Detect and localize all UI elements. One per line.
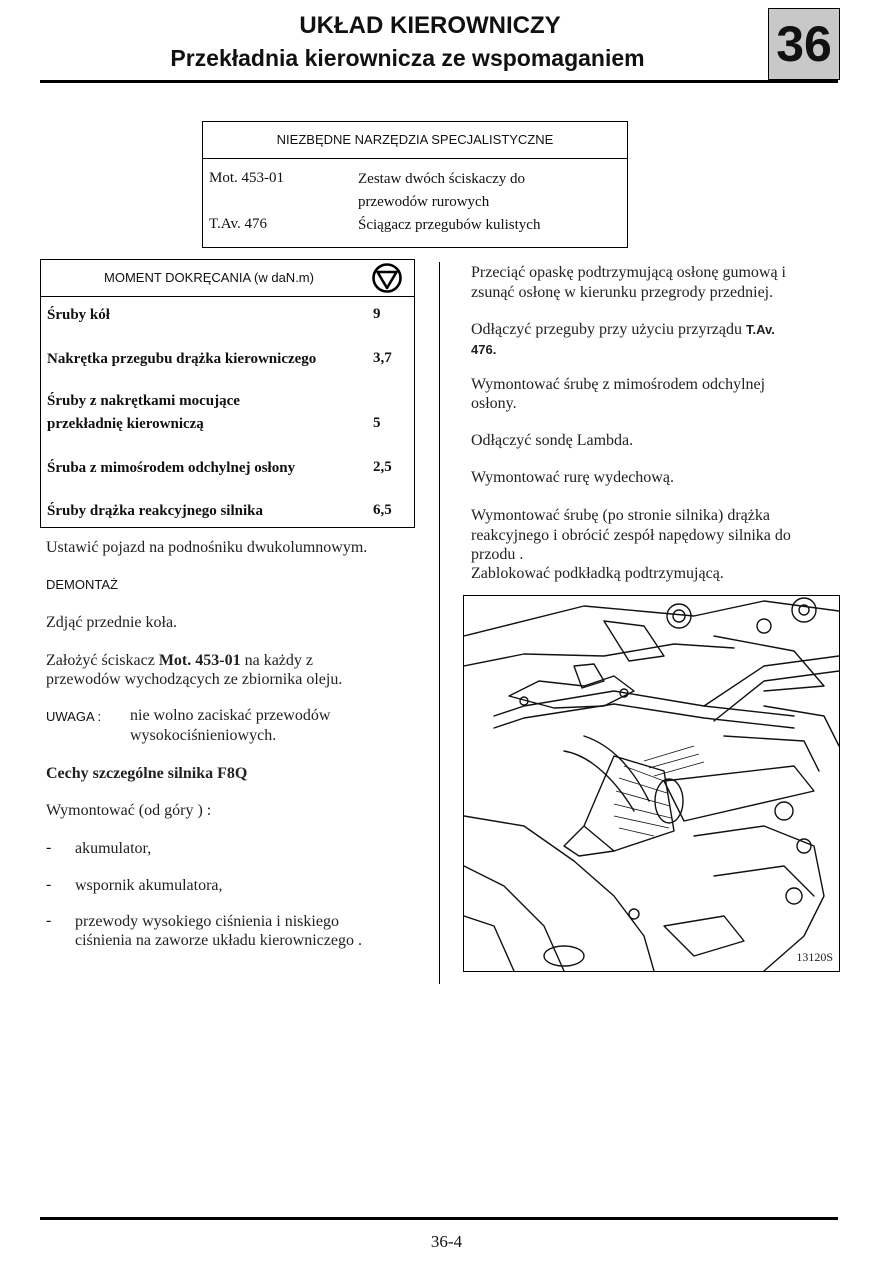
torque-label: Śruba z mimośrodem odchylnej osłony <box>47 460 296 476</box>
paragraph: Zablokować podkładką podtrzymującą. <box>471 565 724 582</box>
paragraph: przewodów wychodzących ze zbiornika oleju. <box>46 671 343 688</box>
paragraph: Wymontować rurę wydechową. <box>471 469 674 486</box>
special-tools-heading: NIEZBĘDNE NARZĘDZIA SPECJALISTYCZNE <box>203 122 627 159</box>
engine-bay-drawing <box>464 596 839 971</box>
note-label: UWAGA : <box>46 709 102 724</box>
paragraph: Wymontować śrubę z mimośrodem odchylnej <box>471 376 766 393</box>
paragraph: zsunąć osłonę w kierunku przegrody przedniej. <box>471 284 774 301</box>
torque-value: 2,5 <box>373 459 392 475</box>
chapter-number-badge: 36 <box>768 8 840 80</box>
paragraph: Wymontować (od góry ) : <box>46 802 212 819</box>
torque-wrench-icon <box>371 262 403 294</box>
tool-description: Zestaw dwóch ściskaczy do <box>358 171 526 187</box>
list-item: ciśnienia na zaworze układu kierowniczego . <box>75 932 362 949</box>
page-number: 36-4 <box>430 1232 463 1251</box>
torque-value: 6,5 <box>373 502 392 518</box>
paragraph: osłony. <box>471 395 517 412</box>
technical-illustration <box>463 595 840 972</box>
tool-description: przewodów rurowych <box>358 194 490 210</box>
bullet-dash: - <box>46 912 52 929</box>
torque-heading: MOMENT DOKRĘCANIA (w daN.m) <box>104 270 314 285</box>
special-tools-table <box>202 121 628 248</box>
paragraph: Przeciąć opaskę podtrzymującą osłonę gumową i <box>471 264 786 281</box>
note-text: wysokociśnieniowych. <box>130 727 277 744</box>
column-divider <box>439 262 440 984</box>
bullet-dash: - <box>46 876 52 893</box>
torque-value: 9 <box>373 306 381 322</box>
paragraph: Zdjąć przednie koła. <box>46 614 178 631</box>
intro-paragraph: Ustawić pojazd na podnośniku dwukolumnowym. <box>46 539 368 556</box>
paragraph: Odłączyć sondę Lambda. <box>471 432 634 449</box>
torque-value: 3,7 <box>373 350 392 366</box>
tool-reference: Mot. 453-01 <box>158 652 241 669</box>
note-text: nie wolno zaciskać przewodów <box>130 707 331 724</box>
paragraph <box>46 651 313 671</box>
paragraph: reakcyjnego i obrócić zespół napędowy silnika do <box>471 527 791 544</box>
header-rule <box>40 80 838 83</box>
torque-table <box>40 259 415 528</box>
page-subtitle: Przekładnia kierownicza ze wspomaganiem <box>170 45 645 71</box>
engine-heading: Cechy szczególne silnika F8Q <box>46 765 248 782</box>
paragraph-text: na każdy z <box>240 652 313 669</box>
paragraph: przodu . <box>471 546 524 563</box>
torque-value: 5 <box>373 415 381 431</box>
torque-heading-row <box>41 260 414 297</box>
figure-reference: 13120S <box>796 950 833 964</box>
footer-rule <box>40 1217 838 1220</box>
section-heading: DEMONTAŻ <box>46 577 118 592</box>
tool-code: Mot. 453-01 <box>209 170 284 186</box>
list-item: przewody wysokiego ciśnienia i niskiego <box>75 913 339 930</box>
paragraph: Wymontować śrubę (po stronie silnika) drążka <box>471 507 770 524</box>
paragraph-text: Założyć ściskacz <box>46 652 159 669</box>
paragraph <box>471 320 775 340</box>
tool-reference: T.Av. <box>745 322 775 337</box>
tool-reference: 476. <box>471 342 497 357</box>
list-item: wspornik akumulatora, <box>75 877 223 894</box>
paragraph-text: Odłączyć przeguby przy użyciu przyrządu <box>471 321 746 338</box>
torque-label: Śruby z nakrętkami mocujące <box>47 393 240 409</box>
torque-label: Śruby kół <box>47 307 110 323</box>
torque-label: Nakrętka przegubu drążka kierowniczego <box>47 351 317 367</box>
list-item: akumulator, <box>75 840 152 857</box>
torque-label: przekładnię kierowniczą <box>47 416 204 432</box>
torque-label: Śruby drążka reakcyjnego silnika <box>47 503 263 519</box>
bullet-dash: - <box>46 839 52 856</box>
page-title: UKŁAD KIEROWNICZY <box>299 12 561 39</box>
tool-description: Ściągacz przegubów kulistych <box>358 217 541 233</box>
tool-code: T.Av. 476 <box>209 216 268 232</box>
